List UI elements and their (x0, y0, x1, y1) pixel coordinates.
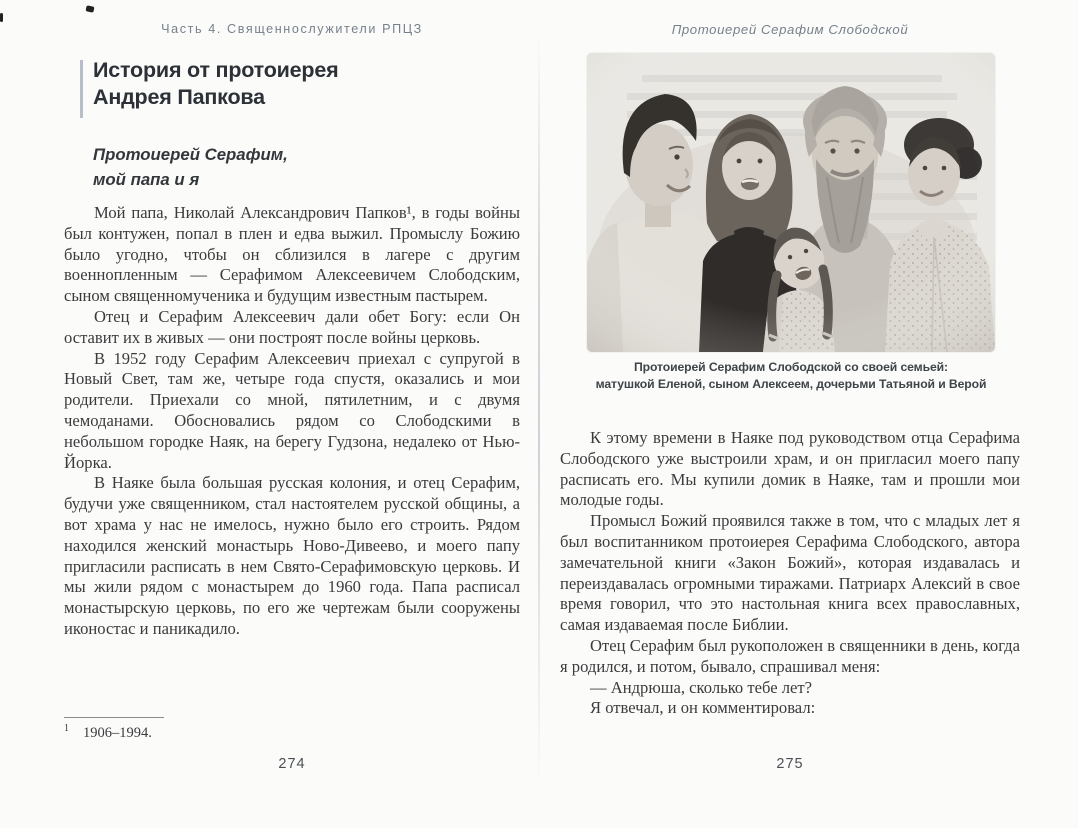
paragraph: В 1952 году Серафим Алексеевич приехал с супругой в Новый Свет, там же, четыре года спустя, оказались и мои родители. Приехали со мной, пятилетним, и с двумя чемоданами. Обосновались рядом со Слободскими в небольшом городке Наяк, на берегу Гудзона, недалеко от Нью-Йорка. (64, 348, 520, 472)
footnote-rule (64, 717, 164, 718)
paragraph: Промысл Божий проявился также в том, что с младых лет я был воспитанником протоиерея Серафима Слободского, автора замечательной книги «Закон Божий», которая издавалась и переиздавалась огромными тиражами. Патриарх Алексий в свое время говорил, что это настольная книга всех православных, самая издаваемая после Библии. (560, 511, 1020, 635)
footnote (64, 723, 152, 742)
paragraph: Мой папа, Николай Александрович Папков¹, в годы войны был контужен, попал в плен и едва выжил. Промыслу Божию было угодно, чтобы он сблизился в лагере с другим военнопленным — Серафимом Алексеевичем Слободским, сыном священномученика и будущим известным пастырем. (64, 203, 520, 306)
running-head-right: Протоиерей Серафим Слободской (671, 22, 909, 37)
photo-vignette (587, 53, 995, 352)
photo-caption (587, 359, 995, 392)
left-page-body (64, 203, 520, 640)
paragraph: К этому времени в Наяке под руководством отца Серафима Слободского уже выстроили храм, и он пригласил моего папу расписать его. Мы купили домик в Наяке, там и прошли мои молодые годы. (560, 428, 1020, 510)
scan-artifact-edge-speck (0, 13, 3, 22)
paragraph: В Наяке была большая русская колония, и отец Серафим, будучи уже священником, стал настоятелем русской общины, а вот храма у нас не имелось, нужно было его строить. Рядом находился женский монастырь Ново-Дивеево, и моего папу пригласили расписать в нем Свято-Серафимовскую церковь. И мы жили рядом с монастырем до 1960 года. Папа расписал монастырскую церковь, по его же чертежам были сооружены иконостас и паникадило. (64, 473, 520, 638)
running-head-left: Часть 4. Священнослужители РПЦЗ (161, 22, 423, 36)
chapter-heading-line1: История от протоиерея (93, 58, 339, 82)
footnote-text: 1906–1994. (83, 724, 152, 741)
family-photo (587, 53, 995, 352)
left-page (64, 0, 520, 828)
section-subheading (93, 142, 288, 192)
chapter-heading (93, 57, 338, 111)
footnote-marker: 1 (64, 723, 69, 734)
paragraph: Я отвечал, и он комментировал: (590, 698, 816, 718)
paragraph: Отец и Серафим Алексеевич дали обет Богу: если Он оставит их в живых — они построят после войны церковь. (64, 306, 520, 347)
paragraph: — Андрюша, сколько тебе лет? (590, 677, 812, 697)
right-page (560, 0, 1020, 828)
heading-accent-bar (80, 60, 83, 118)
chapter-heading-line2: Андрея Папкова (93, 85, 265, 109)
photo-caption-line2: матушкой Еленой, сыном Алексеем, дочерьми Татьяной и Верой (595, 376, 987, 391)
page-number-right: 275 (776, 756, 804, 772)
paragraph: Отец Серафим был рукоположен в священники в день, когда я родился, и потом, бывало, спрашивал меня: (560, 635, 1020, 676)
photo-caption-line1: Протоиерей Серафим Слободской со своей семьей: (633, 360, 949, 374)
page-number-left: 274 (278, 756, 306, 772)
right-page-body (560, 428, 1020, 719)
subheading-line1: Протоиерей Серафим, (93, 145, 288, 164)
family-photo-illustration (587, 53, 995, 352)
subheading-line2: мой папа и я (93, 170, 200, 189)
page-gutter-line (538, 30, 540, 790)
